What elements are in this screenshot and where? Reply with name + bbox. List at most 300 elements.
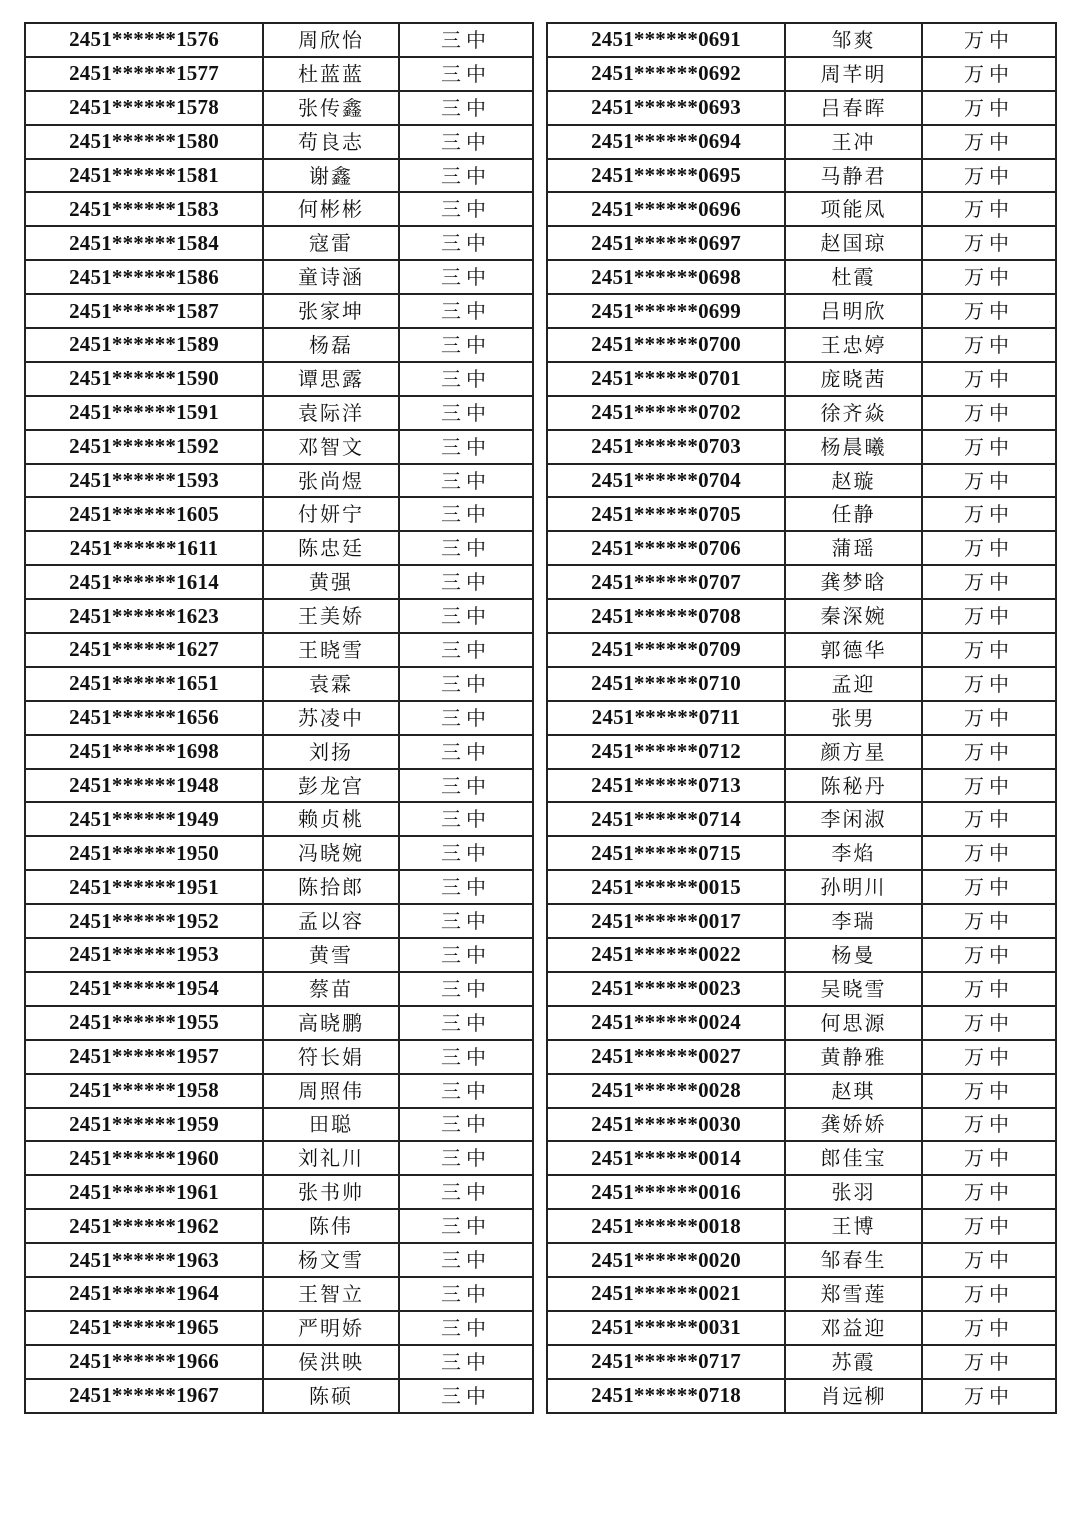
table-row: [25, 565, 533, 599]
student-name-cell: 陈拾郎: [263, 870, 399, 904]
student-name-cell: 李闲淑: [785, 802, 922, 836]
school-cell: 三中: [399, 125, 533, 159]
school-cell: 三中: [399, 226, 533, 260]
student-id-cell: 2451******0698: [547, 260, 785, 294]
student-name-cell: 陈秘丹: [785, 769, 922, 803]
school-cell: 三中: [399, 802, 533, 836]
table-row: [25, 1379, 533, 1413]
student-id-cell: 2451******0705: [547, 497, 785, 531]
school-cell: 三中: [399, 1345, 533, 1379]
student-name-cell: 邓益迎: [785, 1311, 922, 1345]
student-name-cell: 刘扬: [263, 735, 399, 769]
table-row: [25, 1345, 533, 1379]
student-name-cell: 谢鑫: [263, 159, 399, 193]
school-cell: 万中: [922, 1006, 1056, 1040]
table-row: [547, 667, 1056, 701]
table-row: [547, 1141, 1056, 1175]
student-id-cell: 2451******0020: [547, 1243, 785, 1277]
student-name-cell: 田聪: [263, 1108, 399, 1142]
table-row: [547, 294, 1056, 328]
student-id-cell: 2451******1651: [25, 667, 263, 701]
student-name-cell: 邓智文: [263, 430, 399, 464]
student-id-cell: 2451******0697: [547, 226, 785, 260]
student-id-cell: 2451******1948: [25, 769, 263, 803]
student-id-cell: 2451******0022: [547, 938, 785, 972]
student-name-cell: 周照伟: [263, 1074, 399, 1108]
student-name-cell: 杨文雪: [263, 1243, 399, 1277]
table-row: [25, 1040, 533, 1074]
table-row: [25, 1243, 533, 1277]
student-name-cell: 付妍宁: [263, 497, 399, 531]
student-id-cell: 2451******1950: [25, 836, 263, 870]
table-row: [25, 430, 533, 464]
student-name-cell: 赖贞桃: [263, 802, 399, 836]
school-cell: 万中: [922, 1209, 1056, 1243]
table-row: [547, 938, 1056, 972]
table-row: [547, 802, 1056, 836]
student-id-cell: 2451******1578: [25, 91, 263, 125]
table-row: [547, 836, 1056, 870]
student-id-cell: 2451******1580: [25, 125, 263, 159]
table-row: [25, 91, 533, 125]
table-row: [547, 159, 1056, 193]
student-id-cell: 2451******1957: [25, 1040, 263, 1074]
student-id-cell: 2451******1656: [25, 701, 263, 735]
table-row: [25, 396, 533, 430]
student-name-cell: 苟良志: [263, 125, 399, 159]
school-cell: 三中: [399, 904, 533, 938]
student-name-cell: 黄雪: [263, 938, 399, 972]
student-name-cell: 杜蓝蓝: [263, 57, 399, 91]
student-name-cell: 谭思露: [263, 362, 399, 396]
student-id-cell: 2451******1584: [25, 226, 263, 260]
table-row: [547, 1040, 1056, 1074]
student-id-cell: 2451******0718: [547, 1379, 785, 1413]
school-cell: 万中: [922, 599, 1056, 633]
table-row: [547, 1277, 1056, 1311]
student-id-cell: 2451******0715: [547, 836, 785, 870]
school-cell: 三中: [399, 972, 533, 1006]
table-row: [547, 1209, 1056, 1243]
student-id-cell: 2451******0706: [547, 531, 785, 565]
table-row: [25, 294, 533, 328]
school-cell: 万中: [922, 870, 1056, 904]
student-id-cell: 2451******0717: [547, 1345, 785, 1379]
student-id-cell: 2451******1591: [25, 396, 263, 430]
table-row: [547, 565, 1056, 599]
school-cell: 万中: [922, 497, 1056, 531]
student-name-cell: 李瑞: [785, 904, 922, 938]
student-name-cell: 张男: [785, 701, 922, 735]
student-id-cell: 2451******0014: [547, 1141, 785, 1175]
student-id-cell: 2451******0031: [547, 1311, 785, 1345]
school-cell: 万中: [922, 802, 1056, 836]
table-row: [547, 396, 1056, 430]
table-row: [547, 260, 1056, 294]
student-name-cell: 杨晨曦: [785, 430, 922, 464]
school-cell: 三中: [399, 1277, 533, 1311]
school-cell: 三中: [399, 159, 533, 193]
table-row: [25, 328, 533, 362]
table-row: [547, 91, 1056, 125]
student-id-cell: 2451******0693: [547, 91, 785, 125]
student-name-cell: 袁霖: [263, 667, 399, 701]
student-id-cell: 2451******1587: [25, 294, 263, 328]
table-row: [25, 599, 533, 633]
table-row: [547, 769, 1056, 803]
table-row: [25, 1175, 533, 1209]
student-id-cell: 2451******1605: [25, 497, 263, 531]
school-cell: 三中: [399, 91, 533, 125]
school-cell: 万中: [922, 1243, 1056, 1277]
student-id-cell: 2451******1953: [25, 938, 263, 972]
school-cell: 三中: [399, 1175, 533, 1209]
school-cell: 万中: [922, 396, 1056, 430]
school-cell: 三中: [399, 430, 533, 464]
table-row: [25, 1277, 533, 1311]
student-name-cell: 杜霞: [785, 260, 922, 294]
school-cell: 三中: [399, 735, 533, 769]
student-name-cell: 张书帅: [263, 1175, 399, 1209]
student-name-cell: 蔡苗: [263, 972, 399, 1006]
school-cell: 三中: [399, 565, 533, 599]
school-cell: 万中: [922, 633, 1056, 667]
student-id-cell: 2451******0704: [547, 464, 785, 498]
student-id-cell: 2451******0700: [547, 328, 785, 362]
student-id-cell: 2451******1955: [25, 1006, 263, 1040]
table-row: [547, 1311, 1056, 1345]
student-name-cell: 严明娇: [263, 1311, 399, 1345]
table-row: [547, 57, 1056, 91]
table-row: [547, 701, 1056, 735]
student-id-cell: 2451******0708: [547, 599, 785, 633]
school-cell: 三中: [399, 464, 533, 498]
student-name-cell: 赵璇: [785, 464, 922, 498]
table-row: [547, 1006, 1056, 1040]
student-id-cell: 2451******1576: [25, 23, 263, 57]
student-name-cell: 张传鑫: [263, 91, 399, 125]
student-id-cell: 2451******1958: [25, 1074, 263, 1108]
student-id-cell: 2451******0017: [547, 904, 785, 938]
student-id-cell: 2451******0695: [547, 159, 785, 193]
student-name-cell: 苏凌中: [263, 701, 399, 735]
school-cell: 万中: [922, 667, 1056, 701]
school-cell: 万中: [922, 735, 1056, 769]
school-cell: 三中: [399, 1040, 533, 1074]
table-row: [25, 260, 533, 294]
school-cell: 万中: [922, 531, 1056, 565]
school-cell: 三中: [399, 870, 533, 904]
student-name-cell: 蒲瑶: [785, 531, 922, 565]
table-row: [547, 328, 1056, 362]
student-name-cell: 黄强: [263, 565, 399, 599]
school-cell: 万中: [922, 769, 1056, 803]
school-cell: 万中: [922, 328, 1056, 362]
student-name-cell: 王智立: [263, 1277, 399, 1311]
student-name-cell: 任静: [785, 497, 922, 531]
student-id-cell: 2451******1963: [25, 1243, 263, 1277]
student-name-cell: 孟迎: [785, 667, 922, 701]
table-row: [25, 1209, 533, 1243]
school-cell: 万中: [922, 1277, 1056, 1311]
student-name-cell: 孟以容: [263, 904, 399, 938]
student-name-cell: 何思源: [785, 1006, 922, 1040]
table-row: [25, 226, 533, 260]
student-name-cell: 张家坤: [263, 294, 399, 328]
table-row: [25, 802, 533, 836]
school-cell: 万中: [922, 430, 1056, 464]
student-id-cell: 2451******1949: [25, 802, 263, 836]
table-row: [25, 1108, 533, 1142]
school-cell: 万中: [922, 192, 1056, 226]
student-id-cell: 2451******1954: [25, 972, 263, 1006]
school-cell: 三中: [399, 294, 533, 328]
student-name-cell: 龚娇娇: [785, 1108, 922, 1142]
table-row: [547, 735, 1056, 769]
table-row: [25, 972, 533, 1006]
school-cell: 三中: [399, 1108, 533, 1142]
student-name-cell: 周欣怡: [263, 23, 399, 57]
student-id-cell: 2451******0710: [547, 667, 785, 701]
table-row: [25, 1074, 533, 1108]
student-id-cell: 2451******1960: [25, 1141, 263, 1175]
student-name-cell: 童诗涵: [263, 260, 399, 294]
student-name-cell: 邹爽: [785, 23, 922, 57]
student-id-cell: 2451******0711: [547, 701, 785, 735]
student-name-cell: 杨曼: [785, 938, 922, 972]
school-cell: 万中: [922, 1108, 1056, 1142]
table-row: [25, 362, 533, 396]
student-id-cell: 2451******0707: [547, 565, 785, 599]
table-row: [25, 125, 533, 159]
table-row: [25, 464, 533, 498]
school-cell: 三中: [399, 23, 533, 57]
student-id-cell: 2451******0691: [547, 23, 785, 57]
student-id-cell: 2451******1965: [25, 1311, 263, 1345]
school-cell: 万中: [922, 464, 1056, 498]
school-cell: 万中: [922, 1074, 1056, 1108]
student-name-cell: 赵琪: [785, 1074, 922, 1108]
student-name-cell: 刘礼川: [263, 1141, 399, 1175]
student-name-cell: 吕明欣: [785, 294, 922, 328]
student-name-cell: 张尚煜: [263, 464, 399, 498]
student-id-cell: 2451******1583: [25, 192, 263, 226]
student-id-cell: 2451******0023: [547, 972, 785, 1006]
student-name-cell: 庞晓茜: [785, 362, 922, 396]
school-cell: 三中: [399, 836, 533, 870]
student-id-cell: 2451******1577: [25, 57, 263, 91]
student-id-cell: 2451******1611: [25, 531, 263, 565]
school-cell: 万中: [922, 1311, 1056, 1345]
student-name-cell: 吴晓雪: [785, 972, 922, 1006]
student-id-cell: 2451******0709: [547, 633, 785, 667]
student-name-cell: 王忠婷: [785, 328, 922, 362]
table-row: [25, 904, 533, 938]
student-id-cell: 2451******1959: [25, 1108, 263, 1142]
student-name-cell: 肖远柳: [785, 1379, 922, 1413]
table-row: [25, 497, 533, 531]
student-id-cell: 2451******0712: [547, 735, 785, 769]
table-row: [25, 870, 533, 904]
student-id-cell: 2451******1586: [25, 260, 263, 294]
student-name-cell: 郎佳宝: [785, 1141, 922, 1175]
school-cell: 三中: [399, 1141, 533, 1175]
school-cell: 三中: [399, 633, 533, 667]
school-cell: 三中: [399, 192, 533, 226]
school-cell: 三中: [399, 1074, 533, 1108]
school-cell: 三中: [399, 667, 533, 701]
student-id-cell: 2451******0699: [547, 294, 785, 328]
student-id-cell: 2451******1627: [25, 633, 263, 667]
student-name-cell: 郑雪莲: [785, 1277, 922, 1311]
student-id-cell: 2451******1614: [25, 565, 263, 599]
student-id-cell: 2451******0030: [547, 1108, 785, 1142]
student-id-cell: 2451******0024: [547, 1006, 785, 1040]
student-name-cell: 冯晓婉: [263, 836, 399, 870]
table-row: [547, 531, 1056, 565]
student-name-cell: 马静君: [785, 159, 922, 193]
student-id-cell: 2451******0018: [547, 1209, 785, 1243]
school-cell: 三中: [399, 769, 533, 803]
table-row: [547, 972, 1056, 1006]
table-row: [25, 1006, 533, 1040]
table-row: [25, 667, 533, 701]
student-name-cell: 李焰: [785, 836, 922, 870]
student-name-cell: 陈硕: [263, 1379, 399, 1413]
table-row: [25, 159, 533, 193]
student-name-cell: 寇雷: [263, 226, 399, 260]
student-name-cell: 龚梦晗: [785, 565, 922, 599]
student-id-cell: 2451******1590: [25, 362, 263, 396]
student-name-cell: 何彬彬: [263, 192, 399, 226]
student-name-cell: 侯洪映: [263, 1345, 399, 1379]
table-row: [547, 23, 1056, 57]
school-cell: 万中: [922, 1379, 1056, 1413]
student-id-cell: 2451******0027: [547, 1040, 785, 1074]
student-name-cell: 孙明川: [785, 870, 922, 904]
table-row: [547, 125, 1056, 159]
school-cell: 三中: [399, 1006, 533, 1040]
school-cell: 万中: [922, 938, 1056, 972]
student-id-cell: 2451******0703: [547, 430, 785, 464]
table-row: [25, 192, 533, 226]
student-name-cell: 项能凤: [785, 192, 922, 226]
table-row: [25, 938, 533, 972]
left-student-table: [24, 22, 534, 1414]
table-row: [547, 192, 1056, 226]
school-cell: 三中: [399, 1379, 533, 1413]
school-cell: 万中: [922, 1141, 1056, 1175]
school-cell: 三中: [399, 701, 533, 735]
student-id-cell: 2451******0714: [547, 802, 785, 836]
school-cell: 万中: [922, 701, 1056, 735]
student-name-cell: 杨磊: [263, 328, 399, 362]
table-row: [25, 531, 533, 565]
school-cell: 万中: [922, 125, 1056, 159]
table-row: [547, 1175, 1056, 1209]
student-name-cell: 王博: [785, 1209, 922, 1243]
student-id-cell: 2451******0702: [547, 396, 785, 430]
student-id-cell: 2451******0015: [547, 870, 785, 904]
school-cell: 万中: [922, 159, 1056, 193]
student-name-cell: 王晓雪: [263, 633, 399, 667]
table-row: [25, 769, 533, 803]
table-row: [547, 1379, 1056, 1413]
student-name-cell: 王冲: [785, 125, 922, 159]
student-name-cell: 邹春生: [785, 1243, 922, 1277]
school-cell: 三中: [399, 362, 533, 396]
student-name-cell: 郭德华: [785, 633, 922, 667]
table-row: [25, 1141, 533, 1175]
school-cell: 万中: [922, 91, 1056, 125]
student-id-cell: 2451******1964: [25, 1277, 263, 1311]
table-row: [25, 836, 533, 870]
right-student-table: [546, 22, 1057, 1414]
student-name-cell: 秦深婉: [785, 599, 922, 633]
student-name-cell: 赵国琼: [785, 226, 922, 260]
student-id-cell: 2451******0692: [547, 57, 785, 91]
student-id-cell: 2451******0713: [547, 769, 785, 803]
school-cell: 万中: [922, 57, 1056, 91]
table-row: [547, 1108, 1056, 1142]
school-cell: 万中: [922, 1040, 1056, 1074]
school-cell: 三中: [399, 57, 533, 91]
student-name-cell: 袁际洋: [263, 396, 399, 430]
school-cell: 万中: [922, 362, 1056, 396]
student-id-cell: 2451******1966: [25, 1345, 263, 1379]
student-name-cell: 符长娟: [263, 1040, 399, 1074]
student-id-cell: 2451******0694: [547, 125, 785, 159]
student-id-cell: 2451******1951: [25, 870, 263, 904]
student-name-cell: 王美娇: [263, 599, 399, 633]
student-id-cell: 2451******1581: [25, 159, 263, 193]
school-cell: 三中: [399, 1243, 533, 1277]
school-cell: 三中: [399, 1209, 533, 1243]
table-row: [547, 1074, 1056, 1108]
student-name-cell: 苏霞: [785, 1345, 922, 1379]
student-id-cell: 2451******0701: [547, 362, 785, 396]
school-cell: 三中: [399, 396, 533, 430]
school-cell: 万中: [922, 1345, 1056, 1379]
student-id-cell: 2451******0016: [547, 1175, 785, 1209]
student-id-cell: 2451******1962: [25, 1209, 263, 1243]
table-row: [25, 701, 533, 735]
student-id-cell: 2451******1967: [25, 1379, 263, 1413]
school-cell: 三中: [399, 328, 533, 362]
school-cell: 万中: [922, 260, 1056, 294]
student-id-cell: 2451******0021: [547, 1277, 785, 1311]
student-id-cell: 2451******1589: [25, 328, 263, 362]
table-row: [25, 1311, 533, 1345]
school-cell: 万中: [922, 1175, 1056, 1209]
school-cell: 万中: [922, 904, 1056, 938]
table-row: [25, 23, 533, 57]
table-row: [547, 430, 1056, 464]
student-id-cell: 2451******0696: [547, 192, 785, 226]
student-name-cell: 陈伟: [263, 1209, 399, 1243]
table-row: [547, 497, 1056, 531]
table-row: [25, 57, 533, 91]
student-name-cell: 张羽: [785, 1175, 922, 1209]
school-cell: 三中: [399, 497, 533, 531]
school-cell: 三中: [399, 531, 533, 565]
student-id-cell: 2451******1952: [25, 904, 263, 938]
table-row: [547, 362, 1056, 396]
table-row: [25, 633, 533, 667]
student-id-cell: 2451******1623: [25, 599, 263, 633]
table-row: [547, 633, 1056, 667]
student-name-cell: 周芊明: [785, 57, 922, 91]
